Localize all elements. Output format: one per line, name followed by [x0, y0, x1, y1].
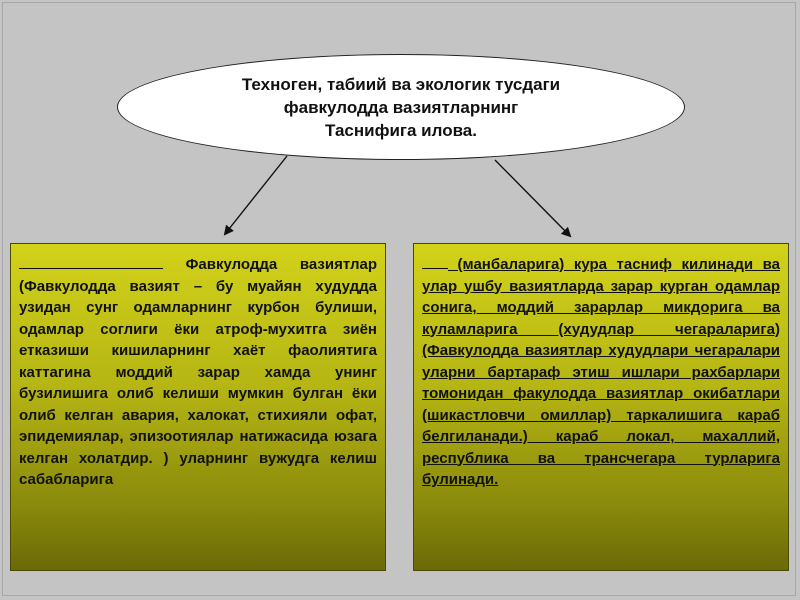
left-text-box: [10, 243, 386, 571]
right-box-paragraph: [422, 253, 780, 491]
title-ellipse: [117, 54, 685, 160]
arrow-to-left-box: [225, 156, 287, 234]
left-box-text: Фавкулодда вазиятлар (Фавкулодда вазият – бу муайян худудда узидан сунг одамларнинг курбон булиши, одамлар соглиги ёки атроф-мухитга зиён етказиши кишиларнинг хаёт фаолиятига каттагина моддий зарар хамда унинг бузилишига олиб келиши мумкин булган ёки олиб келган авария, халокат, стихияли офат, эпидемиялар, эпизоотиялар натижасида юзага келган холатдир. ) уларнинг вужудга келиш сабабларига: [19, 256, 378, 488]
right-text-box: [413, 243, 789, 571]
diagram-title: [191, 73, 611, 142]
arrow-to-right-box: [495, 160, 570, 236]
title-line-3: Таснифига илова.: [325, 120, 477, 140]
title-line-2: фавкулодда вазиятларнинг: [283, 97, 519, 117]
title-line-1: Техноген, табиий ва экологик тусдаги: [241, 74, 561, 94]
blank-line: [422, 253, 448, 269]
right-box-text: (манбаларига) кура тасниф килинади ва улар ушбу вазиятларда зарар курган одамлар сонига, моддий зарарлар микдорига ва куламларига (худудлар чегараларига)(Фавкулодда вазиятлар худудлари чегаралари уларни бартараф этиш ишлари рахбарлари томонидан факулодда вазиятлар окибатлари (шикастловчи омиллар) таркалишига караб белгиланади.) караб локал, махаллий, республика ва трансчегара турларига булинади.: [422, 256, 781, 488]
left-box-paragraph: [19, 253, 377, 491]
blank-line: [19, 253, 163, 269]
